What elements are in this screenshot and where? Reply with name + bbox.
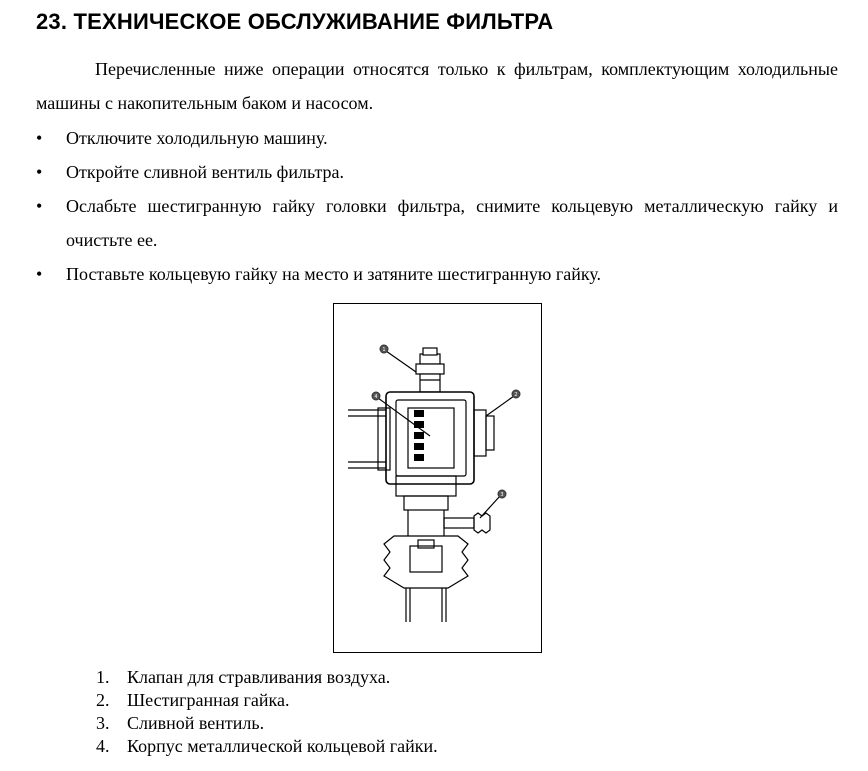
- steps-list: [36, 121, 838, 291]
- step-item: • Ослабьте шестигранную гайку головки фильтра, снимите кольцевую металлическую гайку и очистьте ее.: [36, 189, 838, 257]
- filter-diagram-drawing: [334, 304, 543, 654]
- figure-legend: [96, 666, 438, 758]
- legend-item: [96, 689, 438, 712]
- legend-item: [96, 666, 438, 689]
- section-title: 23. ТЕХНИЧЕСКОЕ ОБСЛУЖИВАНИЕ ФИЛЬТРА: [36, 9, 554, 34]
- intro-paragraph: Перечисленные ниже операции относятся только к фильтрам, комплектующим холодильные машины с накопительным баком и насосом.: [36, 59, 838, 113]
- legend-item: [96, 735, 438, 758]
- legend-number: 3.: [96, 713, 110, 733]
- filter-diagram: [333, 303, 542, 653]
- callout-3: 3: [500, 492, 504, 498]
- callout-2: 2: [514, 392, 518, 398]
- callout-4: 4: [374, 394, 378, 400]
- step-item: • Отключите холодильную машину.: [36, 121, 838, 155]
- step-item: • Поставьте кольцевую гайку на место и затяните шестигранную гайку.: [36, 257, 838, 291]
- legend-item: [96, 712, 438, 735]
- legend-number: 2.: [96, 690, 110, 710]
- legend-number: 1.: [96, 667, 110, 687]
- legend-text: Сливной вентиль.: [127, 713, 265, 733]
- legend-number: 4.: [96, 736, 110, 756]
- step-item: • Откройте сливной вентиль фильтра.: [36, 155, 838, 189]
- callout-1: 1: [382, 347, 386, 353]
- legend-text: Корпус металлической кольцевой гайки.: [127, 736, 438, 756]
- legend-text: Клапан для стравливания воздуха.: [127, 667, 391, 687]
- legend-text: Шестигранная гайка.: [127, 690, 290, 710]
